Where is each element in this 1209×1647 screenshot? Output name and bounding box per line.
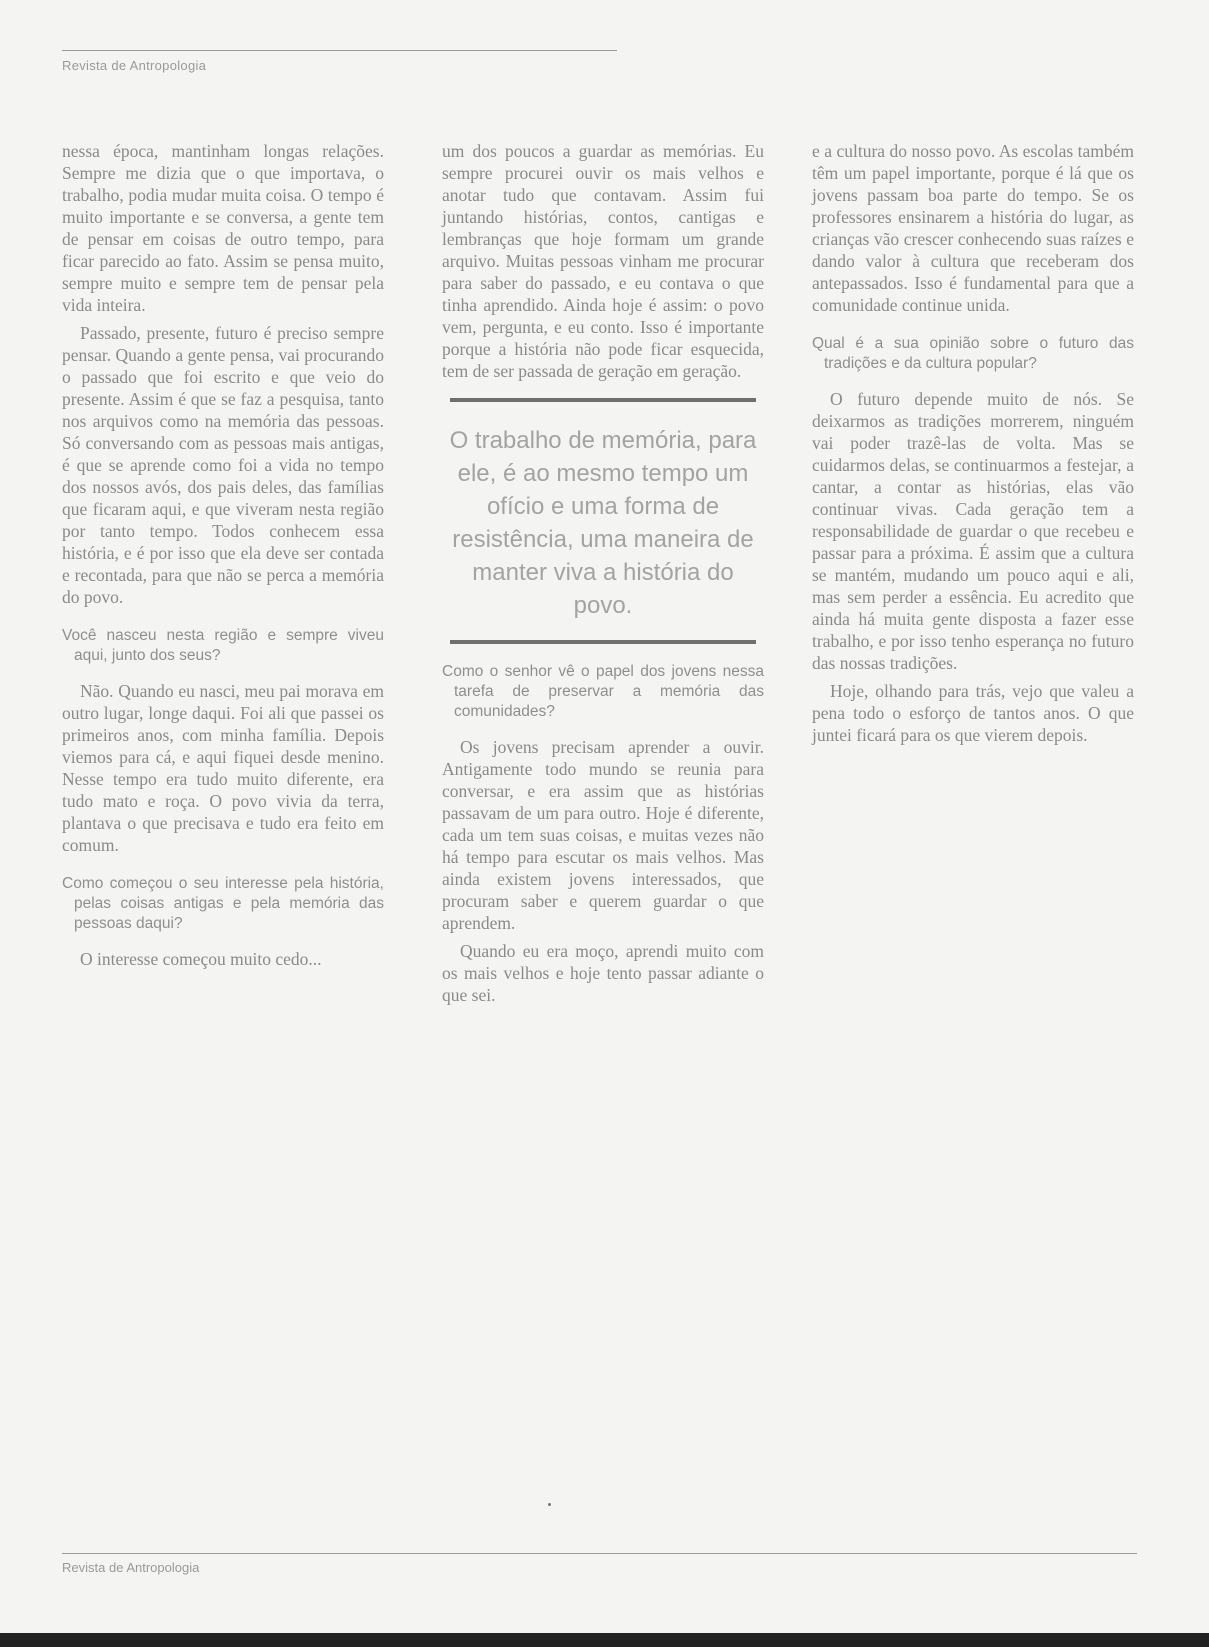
paragraph: Os jovens precisam aprender a ouvir. Antigamente todo mundo se reunia para conversar, e era assim que as histórias passavam de um para outro. Hoje é diferente, cada um tem suas coisas, e muitas vezes não há tempo para escutar os mais velhos. Mas ainda existem jovens interessados, que procuram saber e querem guardar o que aprendem. <box>442 737 764 933</box>
interview-question: Você nasceu nesta região e sempre viveu aqui, junto dos seus? <box>62 627 384 664</box>
pull-quote-rule-top <box>450 398 756 402</box>
header-rule <box>62 50 617 51</box>
running-head: Revista de Antropologia <box>62 58 207 73</box>
paragraph: Passado, presente, futuro é preciso sempre pensar. Quando a gente pensa, vai procurando o passado que foi escrito e que veio do presente. Assim é que se faz a pesquisa, tanto nos arquivos como na memória das pessoas. Só conversando com as pessoas mais antigas, é que se aprende como foi a vida no tempo dos nossos avós, dos pais deles, das famílias que ficaram aqui, e que viveram nesta região por tanto tempo. Todos conhecem essa história, e é por isso que ela deve ser contada e recontada, para que não se perca a memória do povo. <box>62 323 384 607</box>
paragraph: O futuro depende muito de nós. Se deixarmos as tradições morrerem, ninguém vai poder trazê-las de volta. Mas se cuidarmos delas, se continuarmos a festejar, a cantar, a contar as histórias, elas vão continuar vivas. Cada geração tem a responsabilidade de guardar o que recebeu e passar para a próxima. É assim que a cultura se mantém, mudando um pouco aqui e ali, mas sem perder a essência. Eu acredito que ainda há muita gente disposta a fazer esse trabalho, e por isso tenho esperança no futuro das nossas tradições. <box>812 389 1134 673</box>
text-column-1 <box>62 140 384 976</box>
paragraph: um dos poucos a guardar as memórias. Eu sempre procurei ouvir os mais velhos e anotar tudo que contavam. Assim fui juntando histórias, contos, cantigas e lembranças que hoje formam um grande arquivo. Muitas pessoas vinham me procurar para saber do passado, e eu contava o que tinha aprendido. Ainda hoje é assim: o povo vem, pergunta, e eu conto. Isso é importante porque a história não pode ficar esquecida, tem de ser passada de geração em geração. <box>442 141 764 381</box>
interview-question: Qual é a sua opinião sobre o futuro das tradições e da cultura popular? <box>812 335 1134 372</box>
pull-quote: O trabalho de memória, para ele, é ao mesmo tempo um ofício e uma forma de resistência, uma maneira de manter viva a história do povo. <box>449 427 757 619</box>
paragraph: Não. Quando eu nasci, meu pai morava em outro lugar, longe daqui. Foi ali que passei os primeiros anos, com minha família. Depois viemos para cá, e aqui fiquei desde menino. Nesse tempo era tudo muito diferente, era tudo mato e roça. O povo vivia da terra, plantava o que precisava e tudo era feito em comum. <box>62 681 384 855</box>
interview-question: Como o senhor vê o papel dos jovens nessa tarefa de preservar a memória das comunidades? <box>442 663 764 720</box>
text-column-3 <box>812 140 1134 752</box>
footer-rule <box>62 1553 1137 1554</box>
paragraph: Quando eu era moço, aprendi muito com os mais velhos e hoje tento passar adiante o que sei. <box>442 941 764 1005</box>
interview-question: Como começou o seu interesse pela história, pelas coisas antigas e pela memória das pessoas daqui? <box>62 875 384 932</box>
page-footer: Revista de Antropologia <box>62 1560 200 1575</box>
paragraph: nessa época, mantinham longas relações. Sempre me dizia que o que importava, o trabalho, podia mudar muita coisa. O tempo é muito importante e se conversa, a gente tem de pensar em coisas de outro tempo, para ficar parecido ao fato. Assim se pensa muito, sempre muito e sempre tem de pensar pela vida inteira. <box>62 141 384 315</box>
pull-quote-rule-bottom <box>450 640 756 644</box>
page-mark-dot <box>548 1503 551 1506</box>
paragraph: e a cultura do nosso povo. As escolas também têm um papel importante, porque é lá que os jovens passam boa parte do tempo. Se os professores ensinarem a história do lugar, as crianças vão crescer conhecendo suas raízes e dando valor à cultura que receberam dos antepassados. Isso é fundamental para que a comunidade continue unida. <box>812 141 1134 315</box>
text-column-2 <box>442 140 764 1012</box>
bottom-band <box>0 1633 1209 1647</box>
paragraph: Hoje, olhando para trás, vejo que valeu a pena todo o esforço de tantos anos. O que juntei ficará para os que vierem depois. <box>812 681 1134 745</box>
paragraph: O interesse começou muito cedo... <box>80 949 322 969</box>
